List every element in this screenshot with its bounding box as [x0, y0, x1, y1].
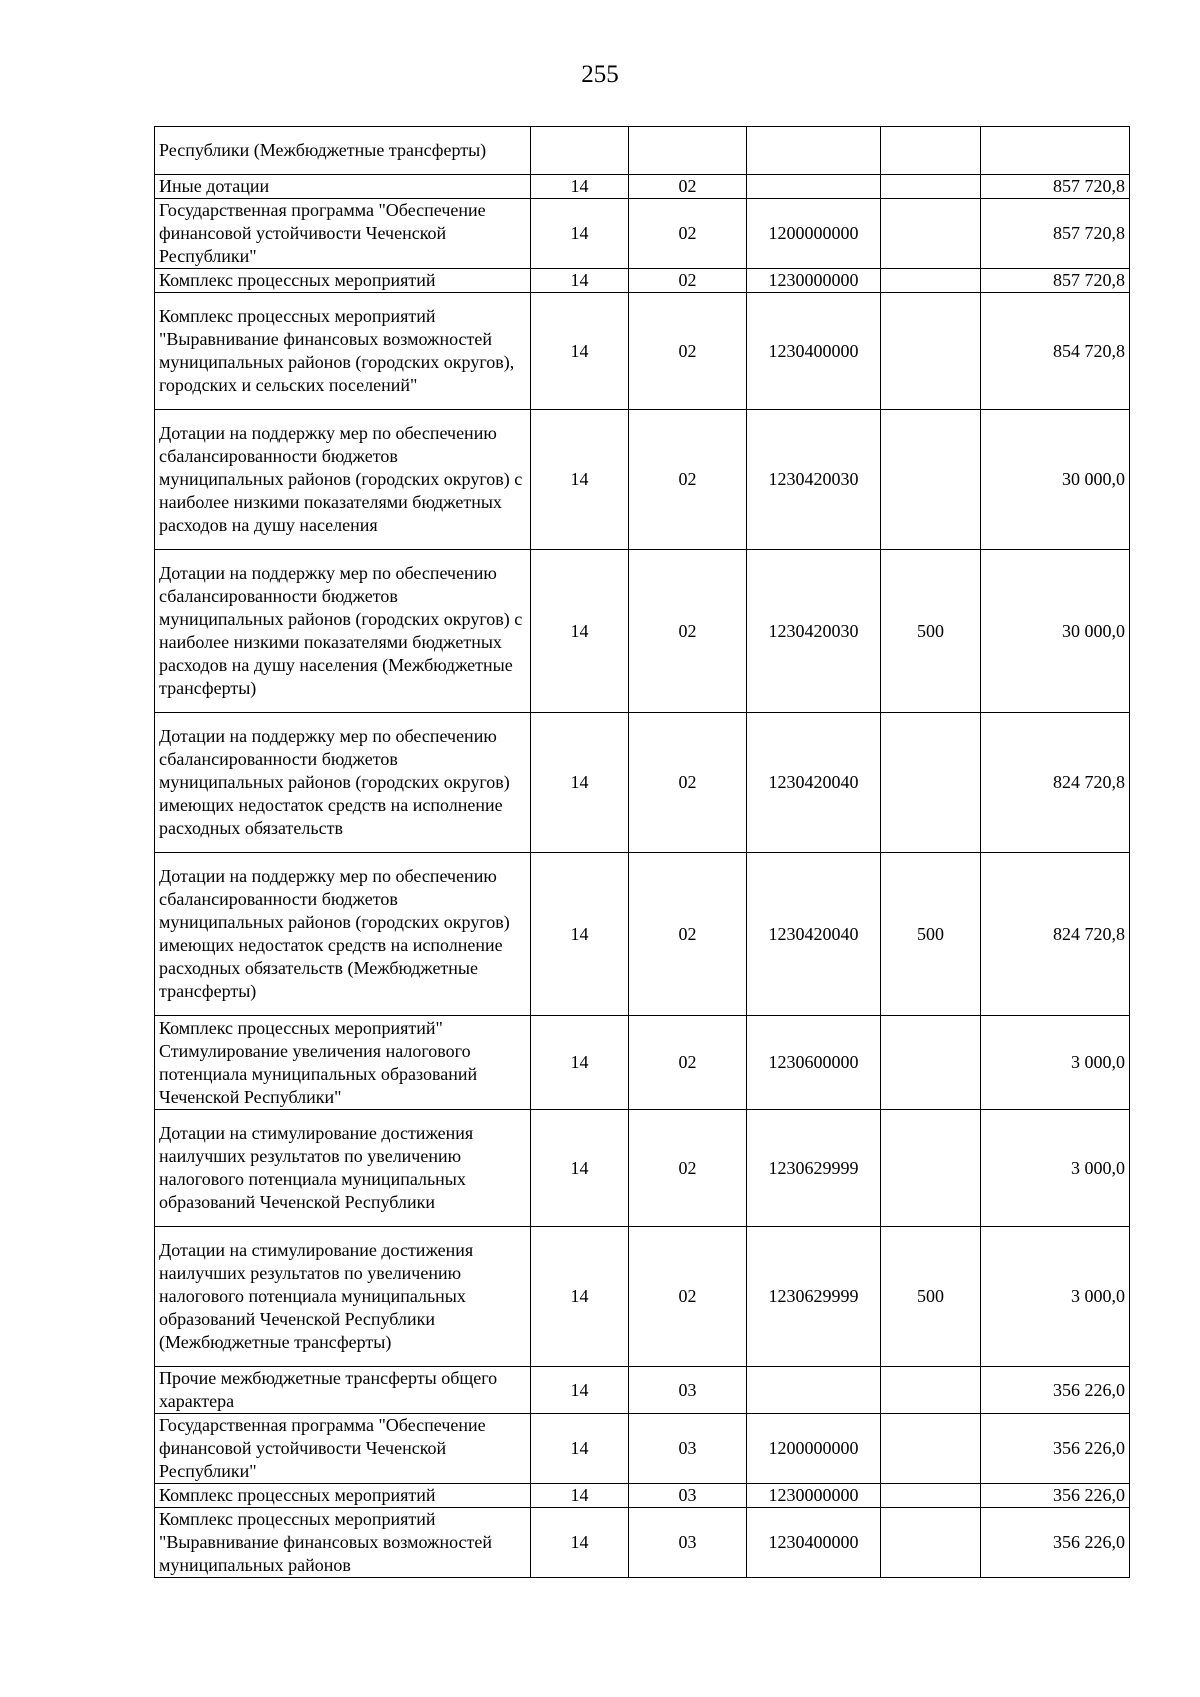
- section-code-cell: 14: [531, 410, 629, 550]
- subsection-code-cell: 03: [629, 1414, 747, 1484]
- subsection-code-cell: 02: [629, 269, 747, 293]
- expense-type-code-cell: [881, 1110, 981, 1227]
- subsection-code-cell: 02: [629, 410, 747, 550]
- amount-cell: 356 226,0: [981, 1367, 1130, 1414]
- amount-cell: [981, 127, 1130, 175]
- target-article-code-cell: 1230420030: [747, 550, 881, 713]
- row-description-cell: Комплекс процессных мероприятий "Выравнивание финансовых возможностей муниципальных районов: [155, 1508, 531, 1578]
- row-description-cell: Комплекс процессных мероприятий "Выравнивание финансовых возможностей муниципальных районов (городских округов), городских и сельских поселений": [155, 293, 531, 410]
- table-row: [155, 1414, 1130, 1484]
- subsection-code-cell: 02: [629, 199, 747, 269]
- section-code-cell: 14: [531, 713, 629, 853]
- subsection-code-cell: 02: [629, 293, 747, 410]
- expense-type-code-cell: 500: [881, 550, 981, 713]
- row-description-cell: Дотации на стимулирование достижения наилучших результатов по увеличению налогового потенциала муниципальных образований Чеченской Республики: [155, 1110, 531, 1227]
- section-code-cell: 14: [531, 1367, 629, 1414]
- row-description-cell: Дотации на поддержку мер по обеспечению сбалансированности бюджетов муниципальных районов (городских округов) с наиболее низкими показателями бюджетных расходов на душу населения: [155, 410, 531, 550]
- expense-type-code-cell: 500: [881, 1227, 981, 1367]
- expense-type-code-cell: [881, 713, 981, 853]
- budget-table: [154, 126, 1130, 1578]
- subsection-code-cell: 02: [629, 713, 747, 853]
- row-description-cell: Государственная программа "Обеспечение финансовой устойчивости Чеченской Республики": [155, 1414, 531, 1484]
- target-article-code-cell: 1230629999: [747, 1110, 881, 1227]
- target-article-code-cell: 1230629999: [747, 1227, 881, 1367]
- table-row: [155, 550, 1130, 713]
- row-description-cell: Государственная программа "Обеспечение финансовой устойчивости Чеченской Республики": [155, 199, 531, 269]
- subsection-code-cell: 03: [629, 1367, 747, 1414]
- amount-cell: 356 226,0: [981, 1508, 1130, 1578]
- expense-type-code-cell: [881, 1414, 981, 1484]
- section-code-cell: 14: [531, 1227, 629, 1367]
- table-row: [155, 1110, 1130, 1227]
- table-row: [155, 1016, 1130, 1110]
- target-article-code-cell: 1230420040: [747, 713, 881, 853]
- expense-type-code-cell: [881, 1016, 981, 1110]
- row-description-cell: Республики (Межбюджетные трансферты): [155, 127, 531, 175]
- table-row: [155, 853, 1130, 1016]
- target-article-code-cell: [747, 175, 881, 199]
- target-article-code-cell: 1230600000: [747, 1016, 881, 1110]
- subsection-code-cell: 02: [629, 1227, 747, 1367]
- table-row: [155, 713, 1130, 853]
- section-code-cell: 14: [531, 269, 629, 293]
- subsection-code-cell: 03: [629, 1508, 747, 1578]
- row-description-cell: Комплекс процессных мероприятий" Стимулирование увеличения налогового потенциала муниципальных образований Чеченской Республики": [155, 1016, 531, 1110]
- amount-cell: 356 226,0: [981, 1414, 1130, 1484]
- amount-cell: 857 720,8: [981, 175, 1130, 199]
- subsection-code-cell: 02: [629, 853, 747, 1016]
- expense-type-code-cell: [881, 1484, 981, 1508]
- amount-cell: 356 226,0: [981, 1484, 1130, 1508]
- amount-cell: 30 000,0: [981, 410, 1130, 550]
- target-article-code-cell: 1230400000: [747, 1508, 881, 1578]
- table-row: [155, 1484, 1130, 1508]
- section-code-cell: 14: [531, 1414, 629, 1484]
- section-code-cell: 14: [531, 1508, 629, 1578]
- subsection-code-cell: 02: [629, 175, 747, 199]
- section-code-cell: 14: [531, 293, 629, 410]
- table-row: [155, 293, 1130, 410]
- row-description-cell: Дотации на стимулирование достижения наилучших результатов по увеличению налогового потенциала муниципальных образований Чеченской Республики (Межбюджетные трансферты): [155, 1227, 531, 1367]
- target-article-code-cell: [747, 127, 881, 175]
- expense-type-code-cell: [881, 410, 981, 550]
- section-code-cell: 14: [531, 1016, 629, 1110]
- table-row: [155, 1227, 1130, 1367]
- expense-type-code-cell: [881, 127, 981, 175]
- amount-cell: 857 720,8: [981, 199, 1130, 269]
- target-article-code-cell: 1230000000: [747, 269, 881, 293]
- section-code-cell: [531, 127, 629, 175]
- section-code-cell: 14: [531, 853, 629, 1016]
- subsection-code-cell: 02: [629, 550, 747, 713]
- expense-type-code-cell: [881, 269, 981, 293]
- table-row: [155, 410, 1130, 550]
- row-description-cell: Комплекс процессных мероприятий: [155, 269, 531, 293]
- expense-type-code-cell: [881, 175, 981, 199]
- table-body: [155, 127, 1130, 1578]
- row-description-cell: Комплекс процессных мероприятий: [155, 1484, 531, 1508]
- section-code-cell: 14: [531, 175, 629, 199]
- target-article-code-cell: 1200000000: [747, 199, 881, 269]
- section-code-cell: 14: [531, 199, 629, 269]
- amount-cell: 824 720,8: [981, 713, 1130, 853]
- section-code-cell: 14: [531, 550, 629, 713]
- row-description-cell: Дотации на поддержку мер по обеспечению сбалансированности бюджетов муниципальных районов (городских округов) имеющих недостаток средств на исполнение расходных обязательств: [155, 713, 531, 853]
- target-article-code-cell: [747, 1367, 881, 1414]
- subsection-code-cell: [629, 127, 747, 175]
- subsection-code-cell: 02: [629, 1016, 747, 1110]
- page-number: 255: [581, 61, 619, 88]
- row-description-cell: Дотации на поддержку мер по обеспечению сбалансированности бюджетов муниципальных районов (городских округов) имеющих недостаток средств на исполнение расходных обязательств (Межбюджетные трансферты): [155, 853, 531, 1016]
- table-row: [155, 127, 1130, 175]
- subsection-code-cell: 02: [629, 1110, 747, 1227]
- table-row: [155, 269, 1130, 293]
- amount-cell: 3 000,0: [981, 1110, 1130, 1227]
- target-article-code-cell: 1230420040: [747, 853, 881, 1016]
- section-code-cell: 14: [531, 1110, 629, 1227]
- expense-type-code-cell: [881, 1508, 981, 1578]
- row-description-cell: Дотации на поддержку мер по обеспечению сбалансированности бюджетов муниципальных районов (городских округов) с наиболее низкими показателями бюджетных расходов на душу населения (Межбюджетные трансферты): [155, 550, 531, 713]
- amount-cell: 3 000,0: [981, 1227, 1130, 1367]
- expense-type-code-cell: [881, 199, 981, 269]
- table-row: [155, 1367, 1130, 1414]
- target-article-code-cell: 1200000000: [747, 1414, 881, 1484]
- expense-type-code-cell: 500: [881, 853, 981, 1016]
- row-description-cell: Иные дотации: [155, 175, 531, 199]
- section-code-cell: 14: [531, 1484, 629, 1508]
- amount-cell: 3 000,0: [981, 1016, 1130, 1110]
- subsection-code-cell: 03: [629, 1484, 747, 1508]
- amount-cell: 854 720,8: [981, 293, 1130, 410]
- expense-type-code-cell: [881, 293, 981, 410]
- row-description-cell: Прочие межбюджетные трансферты общего характера: [155, 1367, 531, 1414]
- amount-cell: 824 720,8: [981, 853, 1130, 1016]
- amount-cell: 30 000,0: [981, 550, 1130, 713]
- expense-type-code-cell: [881, 1367, 981, 1414]
- table-row: [155, 1508, 1130, 1578]
- table-row: [155, 175, 1130, 199]
- amount-cell: 857 720,8: [981, 269, 1130, 293]
- target-article-code-cell: 1230420030: [747, 410, 881, 550]
- target-article-code-cell: 1230000000: [747, 1484, 881, 1508]
- table-row: [155, 199, 1130, 269]
- target-article-code-cell: 1230400000: [747, 293, 881, 410]
